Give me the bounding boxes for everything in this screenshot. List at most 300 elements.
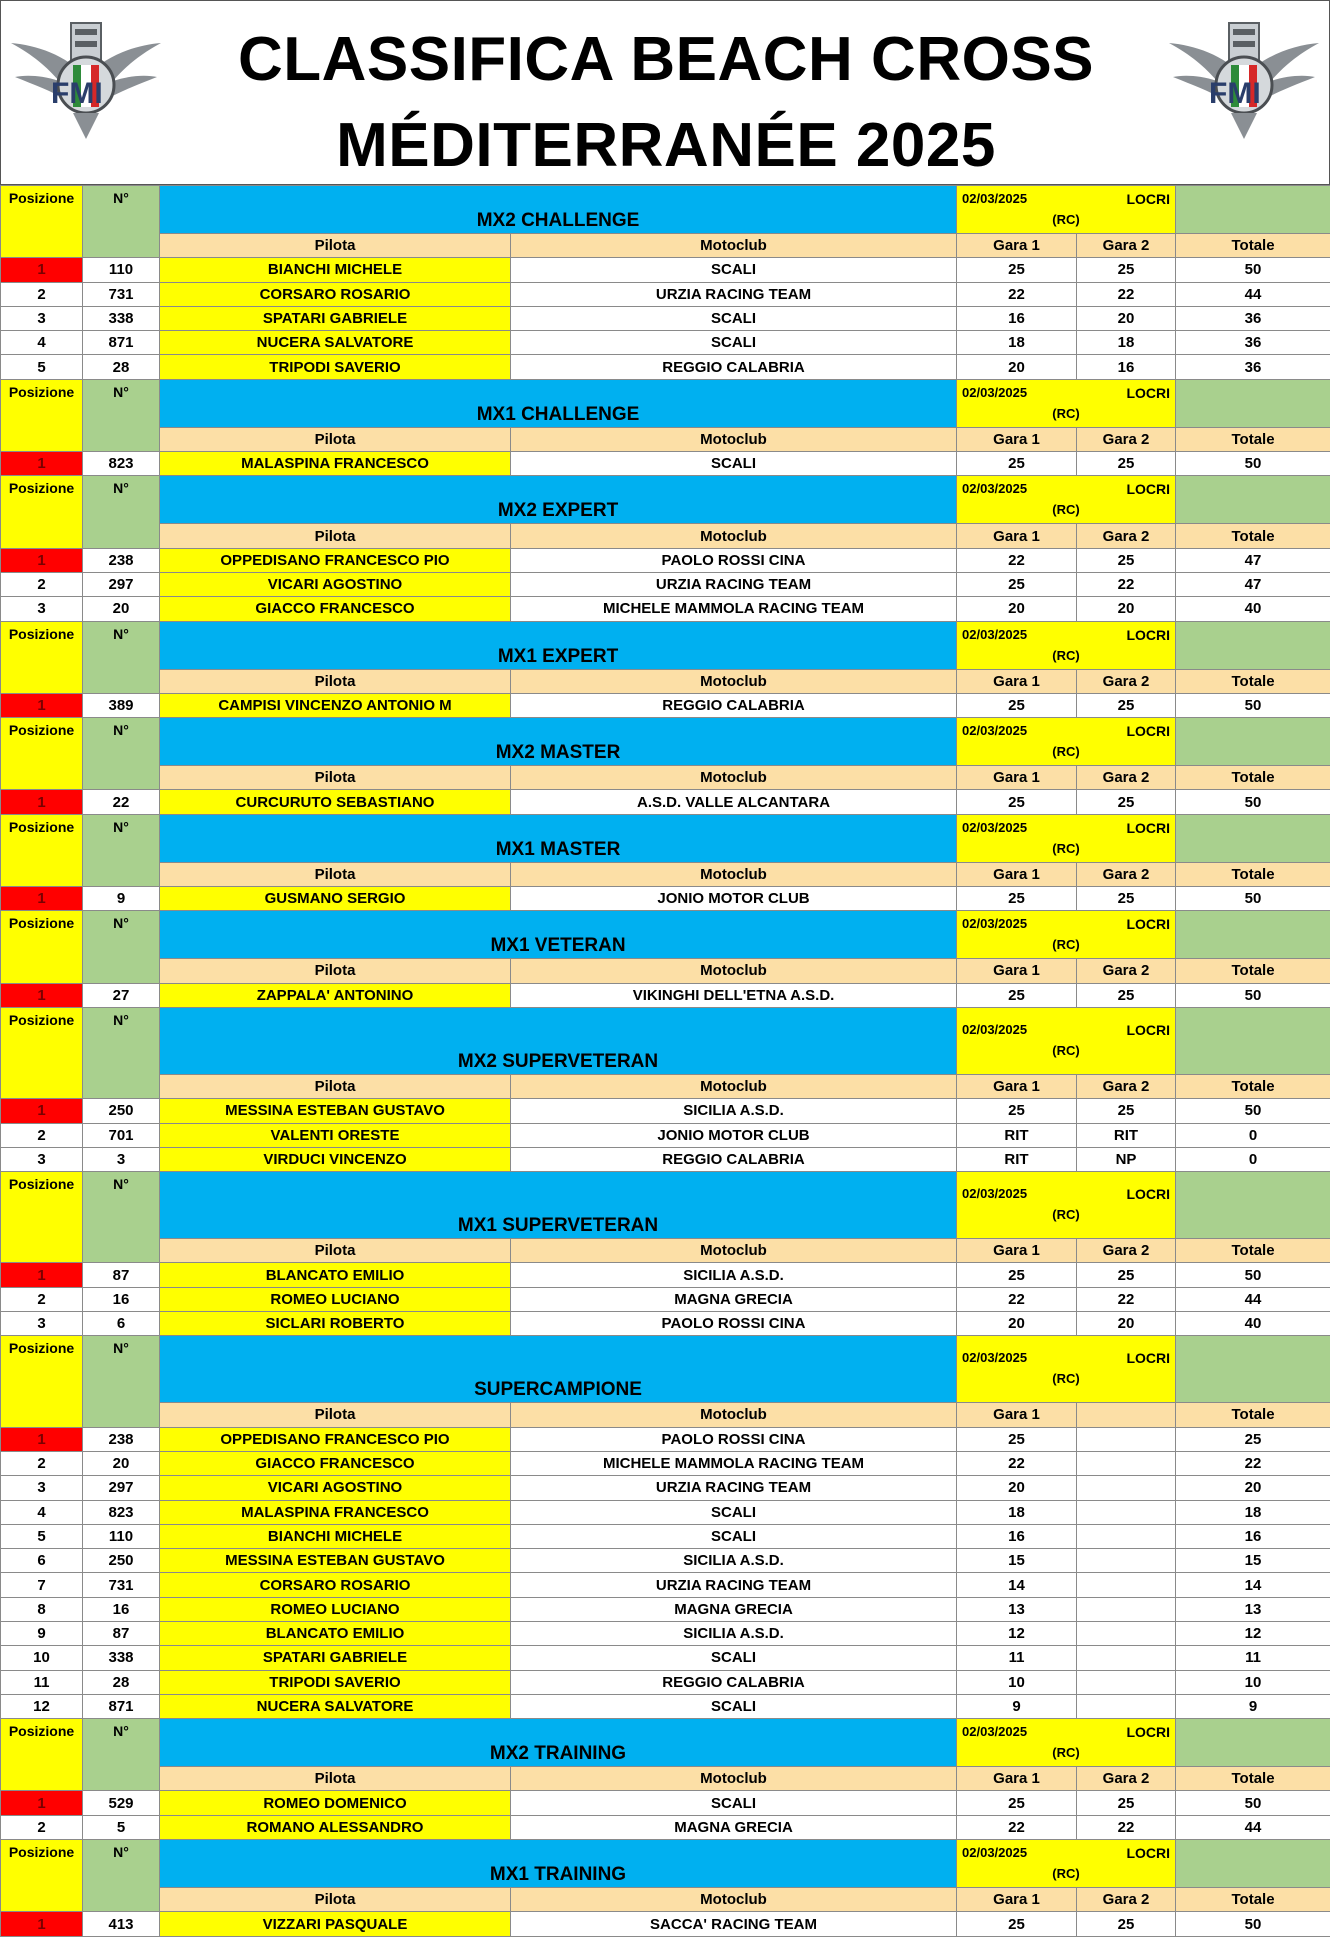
gara2-points-cell: 20 bbox=[1077, 597, 1176, 621]
event-info bbox=[957, 621, 1176, 669]
standings-row bbox=[1, 597, 1330, 621]
column-header-row bbox=[1, 1888, 1330, 1912]
event-province: (RC) bbox=[1052, 1866, 1080, 1882]
header-spacer bbox=[1176, 911, 1330, 959]
total-points-cell: 20 bbox=[1176, 1476, 1330, 1500]
number-cell: 731 bbox=[83, 1573, 160, 1597]
motoclub-cell: SCALI bbox=[511, 258, 957, 282]
motoclub-cell: SICILIA A.S.D. bbox=[511, 1549, 957, 1573]
event-info bbox=[957, 1719, 1176, 1767]
posizione-label: Posizione bbox=[1, 1840, 83, 1912]
numero-label: N° bbox=[83, 186, 160, 258]
numero-label: N° bbox=[83, 814, 160, 886]
total-points-cell: 16 bbox=[1176, 1524, 1330, 1548]
motoclub-cell: MAGNA GRECIA bbox=[511, 1815, 957, 1839]
column-header-row bbox=[1, 1403, 1330, 1427]
gara1-points-cell: 20 bbox=[957, 597, 1077, 621]
event-province: (RC) bbox=[1052, 405, 1080, 421]
number-cell: 9 bbox=[83, 887, 160, 911]
motoclub-cell: MAGNA GRECIA bbox=[511, 1287, 957, 1311]
motoclub-cell: REGGIO CALABRIA bbox=[511, 693, 957, 717]
motoclub-header: Motoclub bbox=[511, 669, 957, 693]
pilota-header: Pilota bbox=[160, 1074, 511, 1098]
motoclub-cell: REGGIO CALABRIA bbox=[511, 355, 957, 379]
gara2-points-cell: 25 bbox=[1077, 1791, 1176, 1815]
position-cell: 11 bbox=[1, 1670, 83, 1694]
category-title: MX2 CHALLENGE bbox=[160, 186, 957, 234]
gara1-points-cell: 20 bbox=[957, 1476, 1077, 1500]
rider-name-cell: CORSARO ROSARIO bbox=[160, 1573, 511, 1597]
category-header-row bbox=[1, 476, 1330, 524]
number-cell: 871 bbox=[83, 1694, 160, 1718]
category-title: MX2 EXPERT bbox=[160, 476, 957, 524]
position-cell: 2 bbox=[1, 572, 83, 596]
standings-row bbox=[1, 1427, 1330, 1451]
gara1-header: Gara 1 bbox=[957, 427, 1077, 451]
position-cell: 1 bbox=[1, 452, 83, 476]
column-header-row bbox=[1, 669, 1330, 693]
rider-name-cell: TRIPODI SAVERIO bbox=[160, 355, 511, 379]
number-cell: 338 bbox=[83, 1646, 160, 1670]
column-header-row bbox=[1, 427, 1330, 451]
standings-row bbox=[1, 1791, 1330, 1815]
gara2-points-cell: NP bbox=[1077, 1147, 1176, 1171]
column-header-row bbox=[1, 959, 1330, 983]
gara2-points-cell bbox=[1077, 1694, 1176, 1718]
motoclub-cell: MICHELE MAMMOLA RACING TEAM bbox=[511, 597, 957, 621]
category-header-row bbox=[1, 718, 1330, 766]
number-cell: 823 bbox=[83, 1500, 160, 1524]
category-title: MX1 MASTER bbox=[160, 814, 957, 862]
gara2-header: Gara 2 bbox=[1077, 1239, 1176, 1263]
gara2-points-cell bbox=[1077, 1451, 1176, 1475]
gara1-points-cell: 12 bbox=[957, 1621, 1077, 1645]
number-cell: 28 bbox=[83, 355, 160, 379]
numero-label: N° bbox=[83, 476, 160, 548]
standings-row bbox=[1, 258, 1330, 282]
position-cell: 1 bbox=[1, 1263, 83, 1287]
header-spacer bbox=[1176, 1172, 1330, 1239]
motoclub-cell: URZIA RACING TEAM bbox=[511, 1573, 957, 1597]
category-title: MX1 VETERAN bbox=[160, 911, 957, 959]
posizione-label: Posizione bbox=[1, 1336, 83, 1427]
standings-row bbox=[1, 1451, 1330, 1475]
position-cell: 1 bbox=[1, 1099, 83, 1123]
position-cell: 3 bbox=[1, 306, 83, 330]
total-points-cell: 36 bbox=[1176, 306, 1330, 330]
rider-name-cell: BIANCHI MICHELE bbox=[160, 258, 511, 282]
total-points-cell: 9 bbox=[1176, 1694, 1330, 1718]
motoclub-header: Motoclub bbox=[511, 1403, 957, 1427]
gara1-points-cell: 25 bbox=[957, 1263, 1077, 1287]
number-cell: 5 bbox=[83, 1815, 160, 1839]
rider-name-cell: OPPEDISANO FRANCESCO PIO bbox=[160, 1427, 511, 1451]
gara1-points-cell: 14 bbox=[957, 1573, 1077, 1597]
totale-header: Totale bbox=[1176, 1767, 1330, 1791]
motoclub-cell: URZIA RACING TEAM bbox=[511, 1476, 957, 1500]
motoclub-cell: JONIO MOTOR CLUB bbox=[511, 887, 957, 911]
event-date: 02/03/2025 bbox=[962, 384, 1028, 400]
column-header-row bbox=[1, 766, 1330, 790]
gara1-points-cell: 25 bbox=[957, 887, 1077, 911]
fmi-logo bbox=[11, 15, 161, 145]
number-cell: 20 bbox=[83, 597, 160, 621]
total-points-cell: 13 bbox=[1176, 1597, 1330, 1621]
fmi-logo bbox=[1169, 15, 1319, 145]
motoclub-cell: URZIA RACING TEAM bbox=[511, 282, 957, 306]
rider-name-cell: NUCERA SALVATORE bbox=[160, 1694, 511, 1718]
gara1-points-cell: 25 bbox=[957, 452, 1077, 476]
gara1-points-cell: 25 bbox=[957, 258, 1077, 282]
totale-header: Totale bbox=[1176, 959, 1330, 983]
total-points-cell: 50 bbox=[1176, 1912, 1330, 1936]
event-info bbox=[957, 911, 1176, 959]
header-spacer bbox=[1176, 186, 1330, 234]
totale-header: Totale bbox=[1176, 524, 1330, 548]
gara1-points-cell: 22 bbox=[957, 282, 1077, 306]
gara2-header: Gara 2 bbox=[1077, 427, 1176, 451]
standings-row bbox=[1, 1312, 1330, 1336]
gara1-points-cell: 22 bbox=[957, 1451, 1077, 1475]
motoclub-cell: PAOLO ROSSI CINA bbox=[511, 1427, 957, 1451]
rider-name-cell: NUCERA SALVATORE bbox=[160, 331, 511, 355]
motoclub-cell: SICILIA A.S.D. bbox=[511, 1621, 957, 1645]
gara1-header: Gara 1 bbox=[957, 1074, 1077, 1098]
totale-header: Totale bbox=[1176, 1888, 1330, 1912]
event-date: 02/03/2025 bbox=[962, 1186, 1028, 1202]
gara2-points-cell: 16 bbox=[1077, 355, 1176, 379]
category-title: SUPERCAMPIONE bbox=[160, 1336, 957, 1403]
category-title: MX1 SUPERVETERAN bbox=[160, 1172, 957, 1239]
motoclub-cell: SACCA' RACING TEAM bbox=[511, 1912, 957, 1936]
posizione-label: Posizione bbox=[1, 621, 83, 693]
rider-name-cell: CURCURUTO SEBASTIANO bbox=[160, 790, 511, 814]
column-header-row bbox=[1, 1239, 1330, 1263]
motoclub-cell: SCALI bbox=[511, 306, 957, 330]
rider-name-cell: VIZZARI PASQUALE bbox=[160, 1912, 511, 1936]
header-spacer bbox=[1176, 1719, 1330, 1767]
position-cell: 3 bbox=[1, 1312, 83, 1336]
event-info bbox=[957, 1007, 1176, 1074]
total-points-cell: 44 bbox=[1176, 282, 1330, 306]
category-title: MX1 TRAINING bbox=[160, 1840, 957, 1888]
total-points-cell: 50 bbox=[1176, 693, 1330, 717]
gara1-points-cell: 16 bbox=[957, 306, 1077, 330]
gara1-points-cell: 20 bbox=[957, 1312, 1077, 1336]
position-cell: 1 bbox=[1, 887, 83, 911]
header-spacer bbox=[1176, 1336, 1330, 1403]
rider-name-cell: GIACCO FRANCESCO bbox=[160, 1451, 511, 1475]
position-cell: 12 bbox=[1, 1694, 83, 1718]
standings-row bbox=[1, 1597, 1330, 1621]
rider-name-cell: BLANCATO EMILIO bbox=[160, 1621, 511, 1645]
event-date: 02/03/2025 bbox=[962, 723, 1028, 739]
event-province: (RC) bbox=[1052, 1207, 1080, 1223]
gara2-points-cell: 25 bbox=[1077, 258, 1176, 282]
gara1-points-cell: 18 bbox=[957, 331, 1077, 355]
rider-name-cell: GIACCO FRANCESCO bbox=[160, 597, 511, 621]
gara1-points-cell: 25 bbox=[957, 1791, 1077, 1815]
event-place: LOCRI bbox=[1126, 723, 1171, 740]
motoclub-cell: SCALI bbox=[511, 331, 957, 355]
total-points-cell: 15 bbox=[1176, 1549, 1330, 1573]
category-title: MX2 SUPERVETERAN bbox=[160, 1007, 957, 1074]
header-spacer bbox=[1176, 476, 1330, 524]
event-place: LOCRI bbox=[1126, 819, 1171, 836]
standings-row bbox=[1, 1123, 1330, 1147]
motoclub-cell: SCALI bbox=[511, 452, 957, 476]
posizione-label: Posizione bbox=[1, 814, 83, 886]
gara2-header: Gara 2 bbox=[1077, 862, 1176, 886]
total-points-cell: 18 bbox=[1176, 1500, 1330, 1524]
number-cell: 823 bbox=[83, 452, 160, 476]
number-cell: 16 bbox=[83, 1287, 160, 1311]
pilota-header: Pilota bbox=[160, 427, 511, 451]
gara2-points-cell: 25 bbox=[1077, 1263, 1176, 1287]
total-points-cell: 14 bbox=[1176, 1573, 1330, 1597]
number-cell: 20 bbox=[83, 1451, 160, 1475]
gara2-points-cell: 25 bbox=[1077, 548, 1176, 572]
gara2-header-empty bbox=[1077, 1403, 1176, 1427]
column-header-row bbox=[1, 862, 1330, 886]
column-header-row bbox=[1, 1074, 1330, 1098]
gara1-points-cell: RIT bbox=[957, 1147, 1077, 1171]
gara1-header: Gara 1 bbox=[957, 1403, 1077, 1427]
event-date: 02/03/2025 bbox=[962, 819, 1028, 835]
gara1-header: Gara 1 bbox=[957, 1888, 1077, 1912]
position-cell: 2 bbox=[1, 1123, 83, 1147]
event-info bbox=[957, 476, 1176, 524]
category-header-row bbox=[1, 379, 1330, 427]
rider-name-cell: VICARI AGOSTINO bbox=[160, 572, 511, 596]
number-cell: 110 bbox=[83, 1524, 160, 1548]
number-cell: 87 bbox=[83, 1621, 160, 1645]
total-points-cell: 50 bbox=[1176, 258, 1330, 282]
number-cell: 250 bbox=[83, 1099, 160, 1123]
header-spacer bbox=[1176, 379, 1330, 427]
motoclub-cell: SCALI bbox=[511, 1646, 957, 1670]
rider-name-cell: VICARI AGOSTINO bbox=[160, 1476, 511, 1500]
total-points-cell: 0 bbox=[1176, 1123, 1330, 1147]
column-header-row bbox=[1, 1767, 1330, 1791]
gara2-points-cell bbox=[1077, 1670, 1176, 1694]
totale-header: Totale bbox=[1176, 1239, 1330, 1263]
motoclub-cell: SCALI bbox=[511, 1500, 957, 1524]
position-cell: 2 bbox=[1, 282, 83, 306]
position-cell: 5 bbox=[1, 355, 83, 379]
event-date: 02/03/2025 bbox=[962, 1724, 1028, 1740]
event-place: LOCRI bbox=[1126, 1845, 1171, 1862]
page-title-line-1: CLASSIFICA BEACH CROSS bbox=[237, 25, 1095, 94]
standings-row bbox=[1, 306, 1330, 330]
motoclub-cell: MICHELE MAMMOLA RACING TEAM bbox=[511, 1451, 957, 1475]
category-title: MX2 TRAINING bbox=[160, 1719, 957, 1767]
posizione-label: Posizione bbox=[1, 1172, 83, 1263]
event-place: LOCRI bbox=[1126, 1724, 1171, 1741]
motoclub-cell: SCALI bbox=[511, 1791, 957, 1815]
gara2-points-cell bbox=[1077, 1646, 1176, 1670]
svg-text:FMI: FMI bbox=[51, 77, 103, 110]
event-place: LOCRI bbox=[1126, 1021, 1171, 1038]
rider-name-cell: CAMPISI VINCENZO ANTONIO M bbox=[160, 693, 511, 717]
totale-header: Totale bbox=[1176, 1074, 1330, 1098]
total-points-cell: 50 bbox=[1176, 983, 1330, 1007]
gara2-points-cell bbox=[1077, 1573, 1176, 1597]
gara1-points-cell: 25 bbox=[957, 790, 1077, 814]
pilota-header: Pilota bbox=[160, 1888, 511, 1912]
rider-name-cell: ROMANO ALESSANDRO bbox=[160, 1815, 511, 1839]
standings-row bbox=[1, 1099, 1330, 1123]
total-points-cell: 40 bbox=[1176, 597, 1330, 621]
gara1-points-cell: RIT bbox=[957, 1123, 1077, 1147]
motoclub-cell: SICILIA A.S.D. bbox=[511, 1099, 957, 1123]
event-province: (RC) bbox=[1052, 1042, 1080, 1058]
total-points-cell: 12 bbox=[1176, 1621, 1330, 1645]
motoclub-cell: REGGIO CALABRIA bbox=[511, 1147, 957, 1171]
header-spacer bbox=[1176, 718, 1330, 766]
header-spacer bbox=[1176, 1840, 1330, 1888]
motoclub-header: Motoclub bbox=[511, 959, 957, 983]
pilota-header: Pilota bbox=[160, 862, 511, 886]
event-place: LOCRI bbox=[1126, 1350, 1171, 1367]
gara2-points-cell bbox=[1077, 1621, 1176, 1645]
rider-name-cell: CORSARO ROSARIO bbox=[160, 282, 511, 306]
position-cell: 4 bbox=[1, 331, 83, 355]
standings-row bbox=[1, 282, 1330, 306]
number-cell: 87 bbox=[83, 1263, 160, 1287]
number-cell: 297 bbox=[83, 1476, 160, 1500]
rider-name-cell: OPPEDISANO FRANCESCO PIO bbox=[160, 548, 511, 572]
total-points-cell: 40 bbox=[1176, 1312, 1330, 1336]
number-cell: 701 bbox=[83, 1123, 160, 1147]
event-info bbox=[957, 1172, 1176, 1239]
motoclub-cell: MAGNA GRECIA bbox=[511, 1597, 957, 1621]
gara2-points-cell: 25 bbox=[1077, 887, 1176, 911]
gara2-header: Gara 2 bbox=[1077, 234, 1176, 258]
gara2-points-cell: 25 bbox=[1077, 790, 1176, 814]
standings-row bbox=[1, 1287, 1330, 1311]
motoclub-header: Motoclub bbox=[511, 234, 957, 258]
position-cell: 3 bbox=[1, 1147, 83, 1171]
category-title: MX2 MASTER bbox=[160, 718, 957, 766]
posizione-label: Posizione bbox=[1, 911, 83, 983]
gara1-header: Gara 1 bbox=[957, 959, 1077, 983]
gara2-header: Gara 2 bbox=[1077, 669, 1176, 693]
event-province: (RC) bbox=[1052, 1745, 1080, 1761]
total-points-cell: 36 bbox=[1176, 355, 1330, 379]
gara2-points-cell: 25 bbox=[1077, 452, 1176, 476]
motoclub-cell: REGGIO CALABRIA bbox=[511, 1670, 957, 1694]
number-cell: 250 bbox=[83, 1549, 160, 1573]
event-date: 02/03/2025 bbox=[962, 626, 1028, 642]
standings-row bbox=[1, 1912, 1330, 1936]
number-cell: 871 bbox=[83, 331, 160, 355]
motoclub-header: Motoclub bbox=[511, 1767, 957, 1791]
gara2-points-cell: 22 bbox=[1077, 282, 1176, 306]
totale-header: Totale bbox=[1176, 427, 1330, 451]
posizione-label: Posizione bbox=[1, 718, 83, 790]
standings-row bbox=[1, 1263, 1330, 1287]
category-header-row bbox=[1, 1007, 1330, 1074]
gara2-points-cell bbox=[1077, 1500, 1176, 1524]
gara2-points-cell: 18 bbox=[1077, 331, 1176, 355]
column-header-row bbox=[1, 234, 1330, 258]
total-points-cell: 44 bbox=[1176, 1287, 1330, 1311]
gara2-points-cell: 22 bbox=[1077, 1815, 1176, 1839]
numero-label: N° bbox=[83, 1172, 160, 1263]
rider-name-cell: SPATARI GABRIELE bbox=[160, 306, 511, 330]
gara2-points-cell bbox=[1077, 1427, 1176, 1451]
position-cell: 9 bbox=[1, 1621, 83, 1645]
numero-label: N° bbox=[83, 718, 160, 790]
standings-row bbox=[1, 1573, 1330, 1597]
gara2-points-cell: 25 bbox=[1077, 693, 1176, 717]
gara2-points-cell: 25 bbox=[1077, 983, 1176, 1007]
gara2-points-cell: 20 bbox=[1077, 1312, 1176, 1336]
rider-name-cell: VIRDUCI VINCENZO bbox=[160, 1147, 511, 1171]
position-cell: 1 bbox=[1, 790, 83, 814]
pilota-header: Pilota bbox=[160, 1239, 511, 1263]
position-cell: 5 bbox=[1, 1524, 83, 1548]
event-date: 02/03/2025 bbox=[962, 1845, 1028, 1861]
position-cell: 7 bbox=[1, 1573, 83, 1597]
gara2-header: Gara 2 bbox=[1077, 1888, 1176, 1912]
event-date: 02/03/2025 bbox=[962, 1350, 1028, 1366]
position-cell: 1 bbox=[1, 1791, 83, 1815]
standings-table bbox=[0, 185, 1330, 1937]
numero-label: N° bbox=[83, 621, 160, 693]
gara1-points-cell: 22 bbox=[957, 548, 1077, 572]
number-cell: 16 bbox=[83, 1597, 160, 1621]
number-cell: 110 bbox=[83, 258, 160, 282]
motoclub-header: Motoclub bbox=[511, 524, 957, 548]
gara1-header: Gara 1 bbox=[957, 234, 1077, 258]
rider-name-cell: SICLARI ROBERTO bbox=[160, 1312, 511, 1336]
total-points-cell: 0 bbox=[1176, 1147, 1330, 1171]
standings-row bbox=[1, 548, 1330, 572]
motoclub-header: Motoclub bbox=[511, 427, 957, 451]
event-date: 02/03/2025 bbox=[962, 481, 1028, 497]
number-cell: 529 bbox=[83, 1791, 160, 1815]
event-province: (RC) bbox=[1052, 647, 1080, 663]
gara1-header: Gara 1 bbox=[957, 524, 1077, 548]
page-header bbox=[0, 0, 1330, 185]
total-points-cell: 50 bbox=[1176, 1263, 1330, 1287]
numero-label: N° bbox=[83, 1336, 160, 1427]
event-province: (RC) bbox=[1052, 937, 1080, 953]
total-points-cell: 50 bbox=[1176, 1791, 1330, 1815]
rider-name-cell: BLANCATO EMILIO bbox=[160, 1263, 511, 1287]
gara1-header: Gara 1 bbox=[957, 862, 1077, 886]
gara1-points-cell: 25 bbox=[957, 1912, 1077, 1936]
event-info bbox=[957, 1840, 1176, 1888]
pilota-header: Pilota bbox=[160, 524, 511, 548]
total-points-cell: 11 bbox=[1176, 1646, 1330, 1670]
rider-name-cell: MESSINA ESTEBAN GUSTAVO bbox=[160, 1549, 511, 1573]
number-cell: 389 bbox=[83, 693, 160, 717]
gara2-points-cell: 22 bbox=[1077, 1287, 1176, 1311]
gara1-points-cell: 25 bbox=[957, 693, 1077, 717]
position-cell: 8 bbox=[1, 1597, 83, 1621]
event-date: 02/03/2025 bbox=[962, 1021, 1028, 1037]
gara2-header: Gara 2 bbox=[1077, 524, 1176, 548]
gara1-header: Gara 1 bbox=[957, 1239, 1077, 1263]
position-cell: 6 bbox=[1, 1549, 83, 1573]
number-cell: 238 bbox=[83, 548, 160, 572]
position-cell: 10 bbox=[1, 1646, 83, 1670]
standings-row bbox=[1, 1621, 1330, 1645]
event-province: (RC) bbox=[1052, 212, 1080, 227]
